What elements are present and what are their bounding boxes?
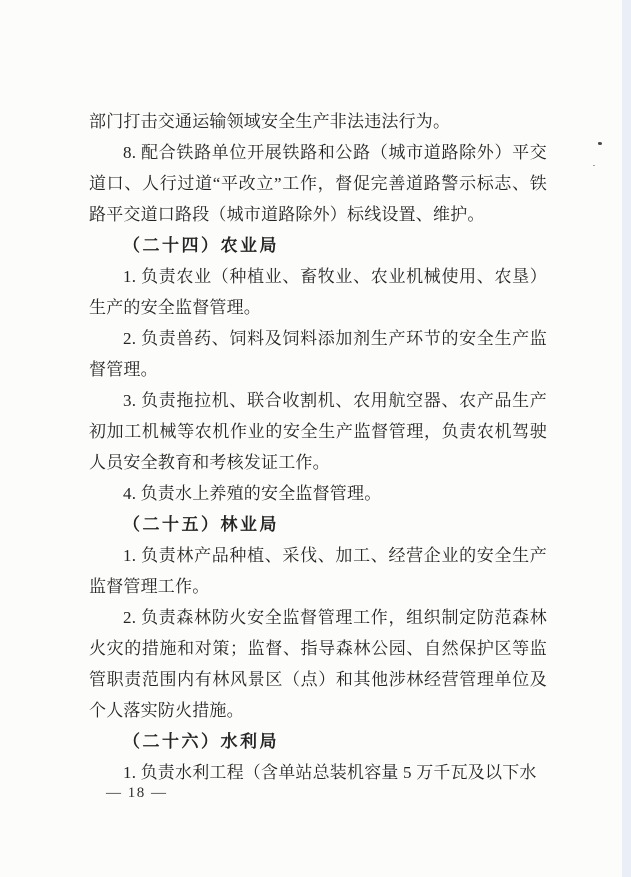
document-body	[89, 106, 547, 788]
paragraph: 2. 负责森林防火安全监督管理工作，组织制定防范森林火灾的措施和对策；监督、指导森林公园、自然保护区等监管职责范围内有林风景区（点）和其他涉林经营管理单位及个人落实防火措施。	[89, 608, 547, 720]
paragraph: 3. 负责拖拉机、联合收割机、农用航空器、农产品生产初加工机械等农机作业的安全生产监督管理，负责农机驾驶人员安全教育和考核发证工作。	[89, 391, 547, 472]
section-heading: （二十六）水利局	[123, 732, 279, 751]
scan-edge	[622, 0, 631, 877]
page-number: — 18 —	[106, 785, 168, 801]
paragraph: 1. 负责水利工程（含单站总装机容量 5 万千瓦及以下水	[123, 763, 537, 782]
paragraph: 1. 负责林产品种植、采伐、加工、经营企业的安全生产监督管理工作。	[89, 546, 547, 596]
paragraph: 部门打击交通运输领域安全生产非法违法行为。	[89, 112, 451, 131]
paragraph: 4. 负责水上养殖的安全监督管理。	[123, 484, 382, 503]
paragraph: 1. 负责农业（种植业、畜牧业、农业机械使用、农垦）生产的安全监督管理。	[89, 267, 547, 317]
paragraph: 2. 负责兽药、饲料及饲料添加剂生产环节的安全生产监督管理。	[89, 329, 547, 379]
paragraph: 8. 配合铁路单位开展铁路和公路（城市道路除外）平交道口、人行过道“平改立”工作，督促完善道路警示标志、铁路平交道口路段（城市道路除外）标线设置、维护。	[89, 143, 547, 224]
scan-noise	[598, 142, 602, 145]
section-heading: （二十五）林业局	[123, 515, 279, 534]
section-heading: （二十四）农业局	[123, 236, 279, 255]
